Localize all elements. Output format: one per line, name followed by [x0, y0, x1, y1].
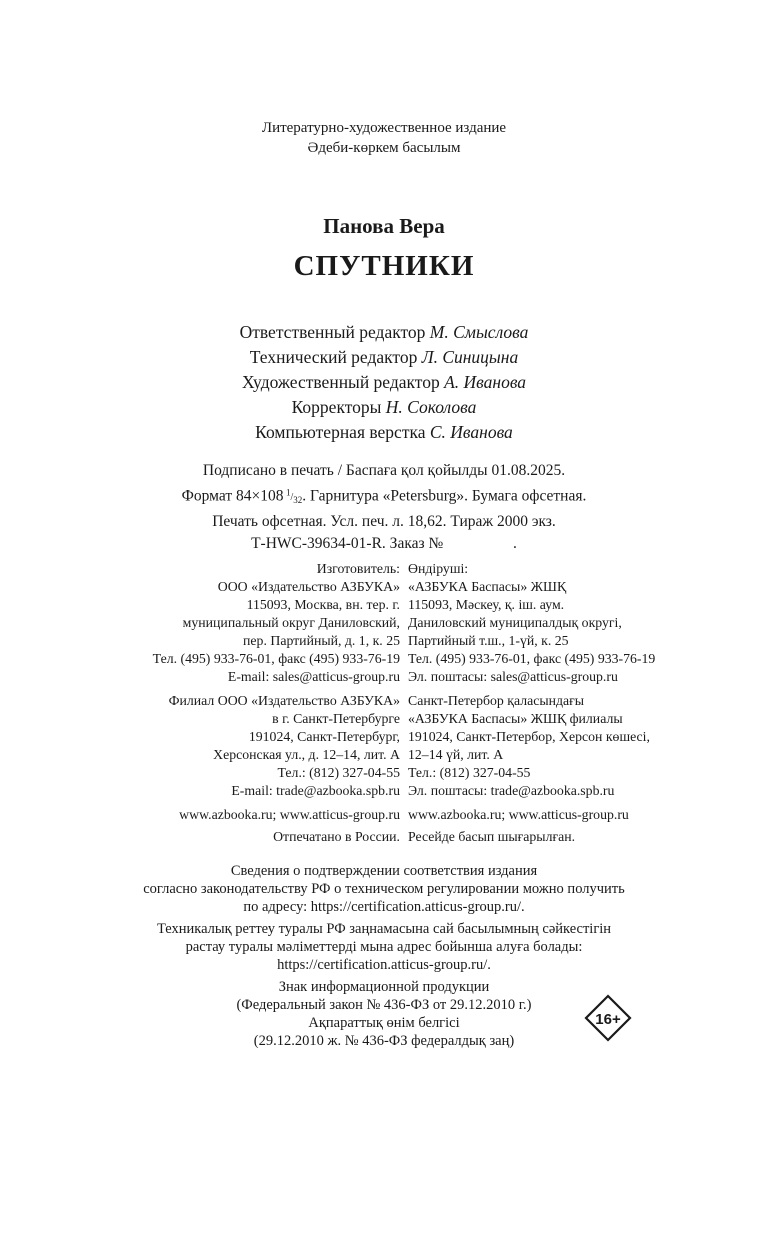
certification-ru-line: Сведения о подтверждении соответствия издания	[230, 863, 538, 879]
info-sign-line: Знак информационной продукции	[278, 979, 490, 995]
credit-role: Ответственный редактор	[239, 322, 426, 342]
book-title: СПУТНИКИ	[293, 250, 475, 282]
branch-ru-line: Филиал ООО «Издательство АЗБУКА»	[168, 693, 400, 708]
format-fraction-num: 1	[285, 488, 291, 498]
branch-ru-line: Тел.: (812) 327-04-55	[277, 765, 400, 780]
credit-role: Технический редактор	[249, 347, 418, 367]
genre-kz: Әдеби-көркем басылым	[307, 140, 461, 156]
format-line	[0, 482, 768, 511]
credit-line	[0, 320, 768, 345]
certification-kz-line: растау туралы мәліметтерді мына адрес бойынша алуға болады:	[185, 939, 583, 955]
manufacturer-ru-line: Тел. (495) 933-76-01, факс (495) 933-76-19	[152, 651, 400, 666]
credit-role: Корректоры	[291, 397, 382, 417]
genre-block	[0, 118, 768, 158]
credit-name: М. Смыслова	[429, 322, 529, 342]
certification-kz-line: Техникалық реттеу туралы РФ заңнамасына сай басылымның сәйкестігін	[156, 921, 612, 937]
certification-ru-line: по адресу: https://certification.atticus-group.ru/.	[243, 899, 525, 915]
credit-name: А. Иванова	[444, 372, 527, 392]
format-prefix: Формат 84×108	[181, 487, 284, 505]
credits-block	[0, 320, 768, 445]
print-info-block	[0, 460, 768, 555]
signed-date: Подписано в печать / Баспаға қол қойылды 01.08.2025.	[202, 462, 566, 479]
credit-line	[0, 370, 768, 395]
age-rating-text: 16+	[595, 1011, 621, 1028]
websites-kz: www.azbooka.ru; www.atticus-group.ru	[408, 807, 629, 822]
credit-role: Художественный редактор	[241, 372, 440, 392]
info-sign-block	[0, 978, 768, 1050]
press-line: Печать офсетная. Усл. печ. л. 18,62. Тираж 2000 экз.	[212, 513, 556, 531]
credit-line	[0, 420, 768, 445]
info-sign-line: (Федеральный закон № 436-ФЗ от 29.12.2010 г.)	[236, 997, 532, 1013]
manufacturer-ru-line: 115093, Москва, вн. тер. г.	[246, 597, 400, 612]
branch-ru-line: 191024, Санкт-Петербург,	[248, 729, 400, 744]
info-sign-line: (29.12.2010 ж. № 436-ФЗ федералдық заң)	[253, 1033, 515, 1049]
printed-kz: Ресейде басып шығарылған.	[408, 829, 576, 844]
credit-name: Л. Синицына	[421, 347, 519, 367]
branch-kz-line: Санкт-Петербор қаласындағы	[408, 693, 585, 708]
credit-name: С. Иванова	[429, 422, 513, 442]
credit-line	[0, 345, 768, 370]
manufacturer-kz-line: Өндіруші:	[408, 561, 469, 576]
credit-name: Н. Соколова	[385, 397, 477, 417]
manufacturer-ru	[153, 560, 400, 686]
manufacturer-kz-line: «АЗБУКА Баспасы» ЖШҚ	[408, 579, 567, 594]
author-name: Панова Вера	[323, 214, 445, 238]
branch-kz-line: 12–14 үй, лит. А	[408, 747, 504, 762]
printed-ru: Отпечатано в России.	[273, 829, 400, 844]
manufacturer-kz-line: Эл. поштасы: sales@atticus-group.ru	[408, 669, 618, 684]
branch-ru	[169, 692, 400, 800]
manufacturer-kz-line: Даниловский муниципалдық округі,	[408, 615, 622, 630]
manufacturer-kz-line: 115093, Мәскеу, қ. іш. аум.	[408, 597, 565, 612]
branch-ru-line: в г. Санкт-Петербурге	[272, 711, 400, 726]
branch-kz-line: Тел.: (812) 327-04-55	[408, 765, 531, 780]
branch-kz-line: Эл. поштасы: trade@azbooka.spb.ru	[408, 783, 615, 798]
branch-ru-line: E-mail: trade@azbooka.spb.ru	[231, 783, 400, 798]
order-line: Т-HWC-39634-01-R. Заказ № .	[251, 535, 517, 553]
age-rating-diamond-icon	[584, 994, 632, 1042]
manufacturer-ru-line: ООО «Издательство АЗБУКА»	[217, 579, 400, 594]
age-rating-badge	[584, 994, 632, 1042]
certification-ru-line: согласно законодательству РФ о техническом регулировании можно получить	[143, 881, 625, 897]
branch-ru-line: Херсонская ул., д. 12–14, лит. А	[213, 747, 400, 762]
certification-kz-line: https://certification.atticus-group.ru/.	[277, 957, 491, 973]
format-suffix: . Гарнитура «Petersburg». Бумага офсетная.	[302, 487, 587, 505]
credit-line	[0, 395, 768, 420]
manufacturer-ru-line: пер. Партийный, д. 1, к. 25	[243, 633, 400, 648]
genre-ru: Литературно-художественное издание	[261, 120, 507, 136]
manufacturer-kz-line: Партийный т.ш., 1-үй, к. 25	[408, 633, 569, 648]
format-fraction: $^1/_{32}$	[285, 488, 303, 506]
manufacturer-ru-line: E-mail: sales@atticus-group.ru	[227, 669, 400, 684]
credit-role: Компьютерная верстка	[255, 422, 426, 442]
manufacturer-kz-line: Тел. (495) 933-76-01, факс (495) 933-76-19	[408, 651, 656, 666]
certification-kz	[0, 920, 768, 974]
manufacturer-ru-line: муниципальный округ Даниловский,	[182, 615, 400, 630]
manufacturer-kz	[408, 560, 655, 686]
certification-ru	[0, 862, 768, 916]
branch-kz-line: 191024, Санкт-Петербор, Херсон көшесі,	[408, 729, 650, 744]
websites-ru: www.azbooka.ru; www.atticus-group.ru	[179, 807, 400, 822]
manufacturer-ru-line: Изготовитель:	[316, 561, 400, 576]
format-fraction-den: 32	[293, 495, 303, 506]
branch-kz	[408, 692, 650, 800]
info-sign-line: Ақпараттық өнім белгісі	[308, 1015, 460, 1031]
branch-kz-line: «АЗБУКА Баспасы» ЖШҚ филиалы	[408, 711, 623, 726]
